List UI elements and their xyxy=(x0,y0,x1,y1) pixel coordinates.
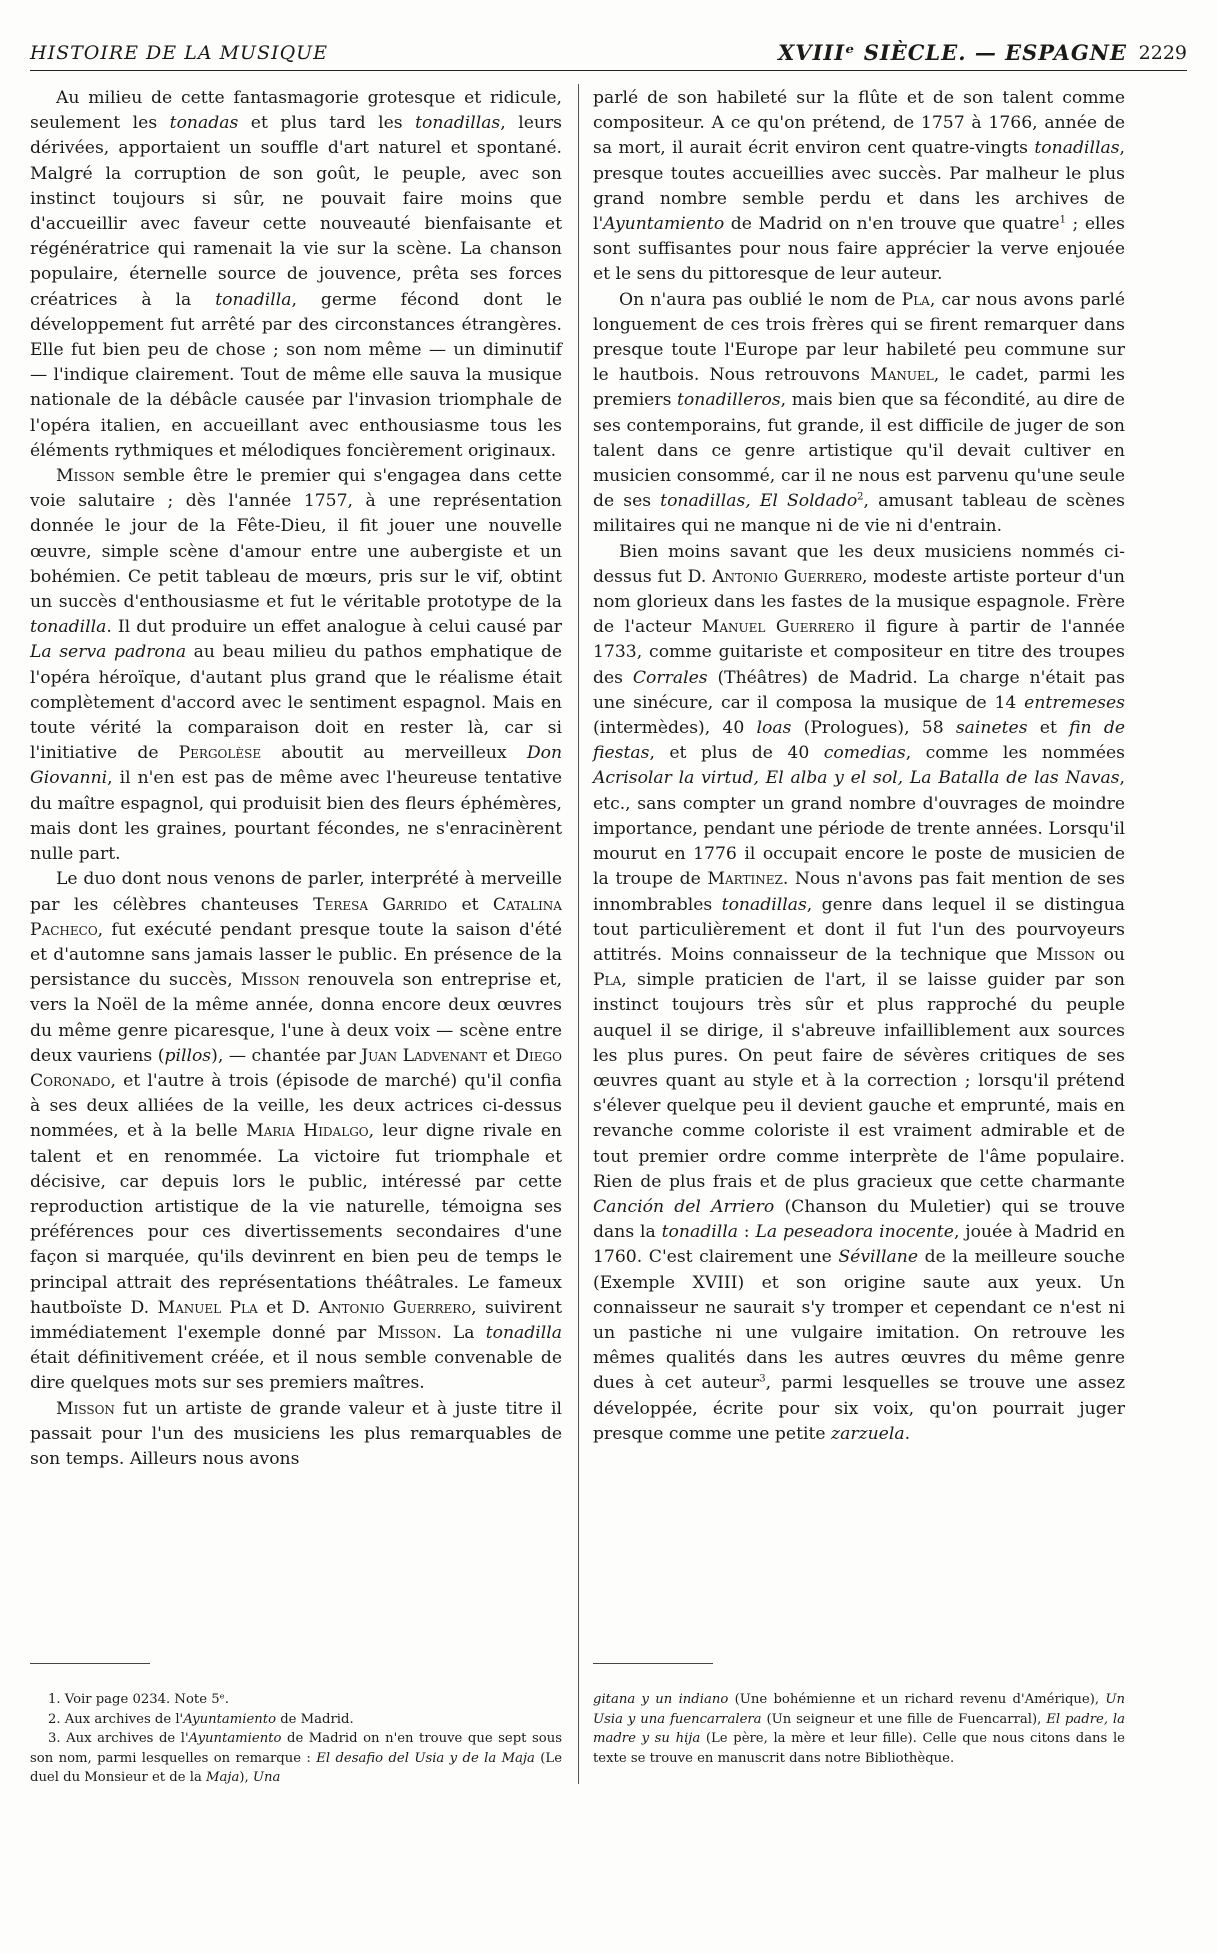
footnote-3: 3. Aux archives de l'Ayuntamiento de Madrid on n'en trouve que sept sous son nom, parmi lesquelles on remarque : El desafio del Usia y de la Maja (Le duel du Monsieur et de la Maja), Una xyxy=(30,1731,562,1785)
header-title: HISTOIRE DE LA MUSIQUE xyxy=(30,42,329,64)
footnote-ref: 2 xyxy=(857,491,864,503)
column-divider xyxy=(578,84,579,1784)
running-header xyxy=(30,40,1187,71)
header-section: XVIIIᵉ SIÈCLE. — ESPAGNE xyxy=(778,40,1127,65)
paragraph: Misson fut un artiste de grande valeur et à juste titre il passait pour l'un des musiciens les plus remarquables de son temps. Ailleurs nous avons xyxy=(30,1398,562,1469)
right-column xyxy=(593,86,1125,1447)
footnote-ref: 3 xyxy=(759,1373,766,1385)
paragraph: Le duo dont nous venons de parler, interprété à merveille par les célèbres chanteuses Teresa Garrido et Catalina Pacheco, fut exécuté pendant presque toute la saison d'été et d'automne sans jamais lasser le public. En présence de la persistance du succès, Misson renouvela son entreprise et, vers la Noël de la même année, donna encore deux œuvres du même genre picaresque, l'une à deux voix — scène entre deux vauriens (pillos), — chantée par Juan Ladvenant et Diego Coronado, et l'autre à trois (épisode de marché) qu'il confia à ses deux alliées de la veille, les deux actrices ci-dessus nommées, et à la belle Maria Hidalgo, leur digne rivale en talent et en renommée. La victoire fut triomphale et décisive, car depuis lors le public, intéressé par cette reproduction artistique de la vie naturelle, témoigna ses préférences pour ces divertissements secondaires d'une façon si marquée, qu'ils devinrent en bien peu de temps le principal attrait des représentations théâtrales. Le fameux hautboïste D. Manuel Pla et D. Antonio Guerrero, suivirent immédiatement l'exemple donné par Misson. La tonadilla était définitivement créée, et il nous semble convenable de dire quelques mots sur ses premiers maîtres. xyxy=(30,869,562,1394)
footnotes-right xyxy=(593,1690,1125,1768)
page-number: 2229 xyxy=(1138,42,1187,64)
left-column xyxy=(30,86,562,1472)
paragraph: Bien moins savant que les deux musiciens nommés ci-dessus fut D. Antonio Guerrero, modeste artiste porteur d'un nom glorieux dans les fastes de la musique espagnole. Frère de l'acteur Manuel Guerrero il figure à partir de l'année 1733, comme guitariste et compositeur en titre des troupes des Corrales (Théâtres) de Madrid. La charge n'était pas une sinécure, car il composa la musique de 14 entremeses (intermèdes), 40 loas (Prologues), 58 sainetes et fin de fiestas, et plus de 40 comedias, comme les nommées Acrisolar la virtud, El alba y el sol, La Batalla de las Navas, etc., sans compter un grand nombre d'ouvrages de moindre importance, pendant une période de trente années. Lorsqu'il mourut en 1776 il occupait encore le poste de musicien de la troupe de Martinez. Nous n'avons pas fait mention de ses innombrables tonadillas, genre dans lequel il se distingua tout particulièrement et dont il fut l'un des pourvoyeurs attitrés. Moins connaisseur de la technique que Misson ou Pla, simple praticien de l'art, il se laisse guider par son instinct toujours très sûr et plus rapproché du peuple auquel il se dirige, il s'abreuve infailliblement aux sources les plus pures. On peut faire de sévères critiques de ses œuvres quant au style et à la correction ; lorsqu'il prétend s'élever quelque peu il devient gauche et emprunté, mais en revanche comme coloriste il est vraiment admirable et de tout premier ordre comme interprète de l'âme populaire. Rien de plus frais et de plus gracieux que cette charmante Canción del Arriero (Chanson du Muletier) qui se trouve dans la tonadilla : La peseadora inocente, jouée à Madrid en 1760. C'est clairement une Sévillane de la meilleure souche (Exemple XVIII) et son origine saute aux yeux. Un connaisseur ne saurait s'y tromper et cependant ce n'est ni un pastiche ni une vulgaire imitation. On retrouve les mêmes qualités dans les autres œuvres du même genre dues à cet auteur$^3$, parmi lesquelles se trouve une assez développée, écrite pour six voix, qu'on pourrait juger presque comme une petite zarzuela. xyxy=(593,541,1126,1444)
footnote-2: 2. Aux archives de l'Ayuntamiento de Madrid. xyxy=(48,1711,354,1727)
paragraph: parlé de son habileté sur la flûte et de son talent comme compositeur. A ce qu'on prétend, de 1757 à 1766, année de sa mort, il aurait écrit environ cent quatre-vingts tonadillas, presque toutes accueillies avec succès. Par malheur le plus grand nombre semble perdu et dans les archives de l'Ayuntamiento de Madrid on n'en trouve que quatre$^1$ ; elles sont suffisantes pour nous faire apprécier la verve enjouée et le sens du pittoresque de leur auteur. xyxy=(593,88,1126,285)
footnote-3-continued: gitana y un indiano (Une bohémienne et un richard revenu d'Amérique), Un Usia y una fuencarralera (Un seigneur et une fille de Fuencarral), El padre, la madre y su hija (Le père, la mère et leur fille). Celle que nous citons dans le texte se trouve en manuscrit dans notre Bibliothèque. xyxy=(593,1692,1125,1766)
paragraph: On n'aura pas oublié le nom de Pla, car nous avons parlé longuement de ces trois frères qui se firent remarquer dans presque toute l'Europe par leur habileté peu commune sur le hautbois. Nous retrouvons Manuel, le cadet, parmi les premiers tonadilleros, mais bien que sa fécondité, au dire de ses contemporains, fut grande, il est difficile de juger de son talent dans ce genre artistique qu'il devait cultiver en musicien consommé, car il ne nous est parvenu qu'une seule de ses tonadillas, El Soldado$^2$, amusant tableau de scènes militaires qui ne manque ni de vie ni d'entrain. xyxy=(593,289,1125,537)
footnote-1: 1. Voir page 0234. Note 5ᵉ. xyxy=(48,1692,229,1707)
footnote-rule xyxy=(593,1663,713,1664)
paragraph: Misson semble être le premier qui s'engagea dans cette voie salutaire ; dès l'année 1757, à une représentation donnée le jour de la Fête-Dieu, il fit jouer une nouvelle œuvre, simple scène d'amour entre une aubergiste et un bohémien. Ce petit tableau de mœurs, pris sur le vif, obtint un succès d'enthousiasme et fut le véritable prototype de la tonadilla. Il dut produire un effet analogue à celui causé par La serva padrona au beau milieu du pathos emphatique de l'opéra héroïque, d'autant plus grand que le réalisme était complètement d'accord avec le sentiment espagnol. Mais en toute vérité la comparaison doit en rester là, car si l'initiative de Pergolèse aboutit au merveilleux Don Giovanni, il n'en est pas de même avec l'heureuse tentative du maître espagnol, qui produisit bien des fleurs éphémères, mais dont les graines, pourtant fécondes, ne s'enracinèrent nulle part. xyxy=(30,466,563,865)
paragraph: Au milieu de cette fantasmagorie grotesque et ridicule, seulement les tonadas et plus tard les tonadillas, leurs dérivées, apportaient un souffle d'art naturel et spontané. Malgré la corruption de son goût, le peuple, avec son instinct toujours si sûr, ne pouvait faire moins que d'accueillir avec faveur cette nouveauté bienfaisante et régénératrice qui ramenait la vie sur la scène. La chanson populaire, éternelle source de jouvence, prêta ses forces créatrices à la tonadilla, germe fécond dont le développement fut arrêté par des circonstances étrangères. Elle fut bien peu de chose ; son nom même — un diminutif — l'indique clairement. Tout de même elle sauva la musique nationale de la débâcle causée par l'invasion triomphale de l'opéra italien, en accueillant avec enthousiasme tous les éléments rythmiques et mélodiques foncièrement originaux. xyxy=(30,88,562,461)
footnote-ref: 1 xyxy=(1059,214,1066,226)
footnotes-left xyxy=(30,1690,562,1788)
footnote-rule xyxy=(30,1663,150,1664)
